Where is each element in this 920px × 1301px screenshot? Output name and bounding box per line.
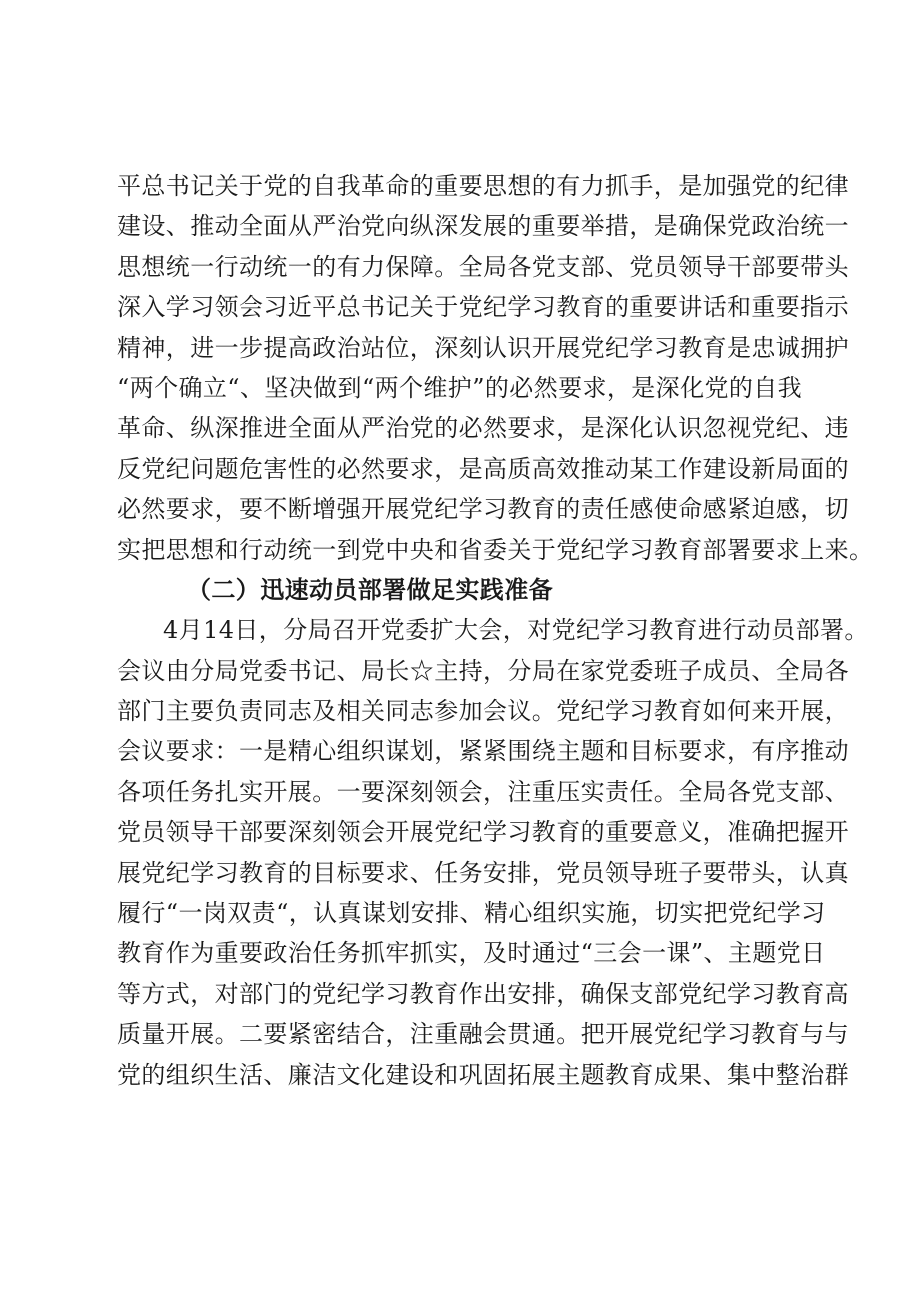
paragraph-2-line: 党的组织生活、廉洁文化建设和巩固拓展主题教育成果、集中整治群 <box>117 1060 849 1089</box>
paragraph-1-line: 必然要求，要不断增强开展党纪学习教育的责任感使命感紧迫感，切 <box>117 495 849 524</box>
paragraph-2-line: 各项任务扎实开展。一要深刻领会，注重压实责任。全局各党支部、 <box>117 777 849 806</box>
paragraph-2-line: 教育作为重要政治任务抓牢抓实，及时通过“三会一课”、主题党日 <box>117 939 826 968</box>
paragraph-1-line: 思想统一行动统一的有力保障。全局各党支部、党员领导干部要带头 <box>117 252 849 281</box>
paragraph-1-line: 反党纪问题危害性的必然要求，是高质高效推动某工作建设新局面的 <box>117 454 849 483</box>
paragraph-1-line: 革命、纵深推进全面从严治党的必然要求，是深化认识忽视党纪、违 <box>117 414 849 443</box>
paragraph-1-line: 实把思想和行动统一到党中央和省委关于党纪学习教育部署要求上来。 <box>117 535 874 564</box>
paragraph-2-line: 展党纪学习教育的目标要求、任务安排，党员领导班子要带头，认真 <box>117 858 849 887</box>
paragraph-2-line: 4月14日，分局召开党委扩大会，对党纪学习教育进行动员部署。 <box>163 616 869 645</box>
paragraph-2-line: 质量开展。二要紧密结合，注重融会贯通。把开展党纪学习教育与与 <box>117 1020 849 1049</box>
document-body <box>117 166 874 1095</box>
paragraph-2-line: 会议要求：一是精心组织谋划，紧紧围绕主题和目标要求，有序推动 <box>117 737 849 766</box>
section-heading: （二）迅速动员部署做足实践准备 <box>187 574 553 604</box>
paragraph-2-line: 党员领导干部要深刻领会开展党纪学习教育的重要意义，准确把握开 <box>117 818 849 847</box>
paragraph-1-line: 平总书记关于党的自我革命的重要思想的有力抓手，是加强党的纪律 <box>117 172 849 200</box>
paragraph-1-line: 建设、推动全面从严治党向纵深发展的重要举措，是确保党政治统一 <box>117 212 849 241</box>
paragraph-1-line: 深入学习领会习近平总书记关于党纪学习教育的重要讲话和重要指示 <box>117 293 849 322</box>
paragraph-1-line: “两个确立“、坚决做到“两个维护”的必然要求，是深化党的自我 <box>117 373 803 402</box>
paragraph-2-line: 部门主要负责同志及相关同志参加会议。党纪学习教育如何来开展， <box>117 697 849 726</box>
paragraph-2-line: 履行“一岗双责“，认真谋划安排、精心组织实施，切实把党纪学习 <box>117 899 826 928</box>
paragraph-2-line: 等方式，对部门的党纪学习教育作出安排，确保支部党纪学习教育高 <box>117 979 849 1008</box>
paragraph-2-line: 会议由分局党委书记、局长☆主持，分局在家党委班子成员、全局各 <box>117 656 849 685</box>
paragraph-1-line: 精神，进一步提高政治站位，深刻认识开展党纪学习教育是忠诚拥护 <box>117 333 849 362</box>
